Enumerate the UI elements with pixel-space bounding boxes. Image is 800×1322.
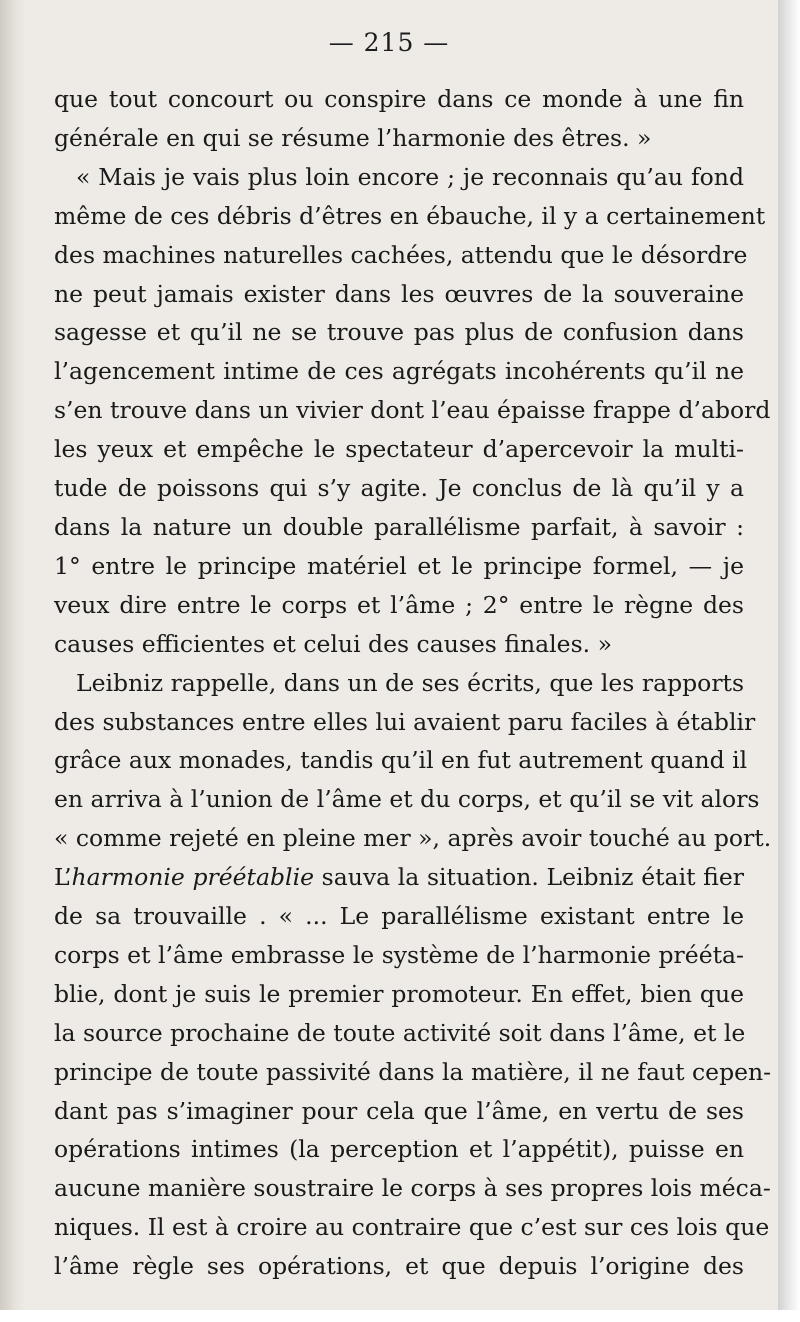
text-line: veux dire entre le corps et l’âme ; 2° entre le règne des — [54, 590, 744, 619]
text-line: blie, dont je suis le premier promoteur. En effet, bien que — [54, 979, 744, 1008]
text-line: générale en qui se résume l’harmonie des êtres. » — [54, 123, 652, 152]
text-line: l’agencement intime de ces agrégats incohérents qu’il ne — [54, 357, 744, 386]
text-line: dant pas s’imaginer pour cela que l’âme, en vertu de ses — [54, 1096, 744, 1125]
text-line: les yeux et empêche le spectateur d’apercevoir la multi- — [54, 435, 744, 464]
text-line: « comme rejeté en pleine mer », après avoir touché au port. — [54, 824, 772, 853]
body-text — [54, 80, 772, 1286]
text-line: corps et l’âme embrasse le système de l’harmonie prééta- — [54, 940, 744, 969]
text-line: sagesse et qu’il ne se trouve pas plus de confusion dans — [54, 318, 744, 347]
text-line: que tout concourt ou conspire dans ce monde à une fin — [54, 85, 744, 113]
italic-term: harmonie préétablie — [71, 863, 314, 892]
text-line: des substances entre elles lui avaient paru faciles à établir — [54, 707, 756, 736]
page-number: — 215 — — [328, 28, 450, 57]
page-bottom-margin — [0, 1310, 800, 1322]
text-line: des machines naturelles cachées, attendu que le désordre — [54, 240, 748, 269]
text-line: niques. Il est à croire au contraire que c’est sur ces lois que — [54, 1213, 770, 1242]
text-line: en arriva à l’union de l’âme et du corps, et qu’il se vit alors — [54, 785, 760, 814]
text-line: causes efficientes et celui des causes finales. » — [54, 629, 612, 658]
page-gutter — [0, 0, 26, 1310]
text-line: s’en trouve dans un vivier dont l’eau épaisse frappe d’abord — [54, 396, 771, 425]
text-line: principe de toute passivité dans la matière, il ne faut cepen- — [54, 1057, 772, 1086]
text-line: l’âme règle ses opérations, et que depuis l’origine des — [54, 1252, 744, 1281]
text-line: tude de poissons qui s’y agite. Je conclus de là qu’il y a — [54, 474, 744, 503]
text-line: « Mais je vais plus loin encore ; je reconnais qu’au fond — [76, 162, 744, 191]
text-line: Leibniz rappelle, dans un de ses écrits, que les rapports — [76, 668, 745, 697]
text-line: grâce aux monades, tandis qu’il en fut autrement quand il — [54, 746, 748, 775]
text-fragment: L’ — [54, 863, 72, 892]
text-line: même de ces débris d’êtres en ébauche, il y a certainement — [54, 201, 766, 230]
text-line: dans la nature un double parallélisme parfait, à savoir : — [54, 512, 744, 541]
text-line: de sa trouvaille . « ... Le parallélisme existant entre le — [54, 902, 744, 931]
text-line: la source prochaine de toute activité soit dans l’âme, et le — [54, 1018, 746, 1047]
text-fragment: sauva la situation. Leibniz était fier — [314, 863, 744, 892]
text-line: 1° entre le principe matériel et le principe formel, — je — [54, 551, 744, 580]
text-line: aucune manière soustraire le corps à ses propres lois méca- — [54, 1174, 771, 1203]
text-line: ne peut jamais exister dans les œuvres de la souveraine — [54, 279, 744, 308]
text-line: opérations intimes (la perception et l’appétit), puisse en — [54, 1135, 744, 1164]
page-edge-shadow — [778, 0, 800, 1322]
text-line — [54, 858, 744, 897]
